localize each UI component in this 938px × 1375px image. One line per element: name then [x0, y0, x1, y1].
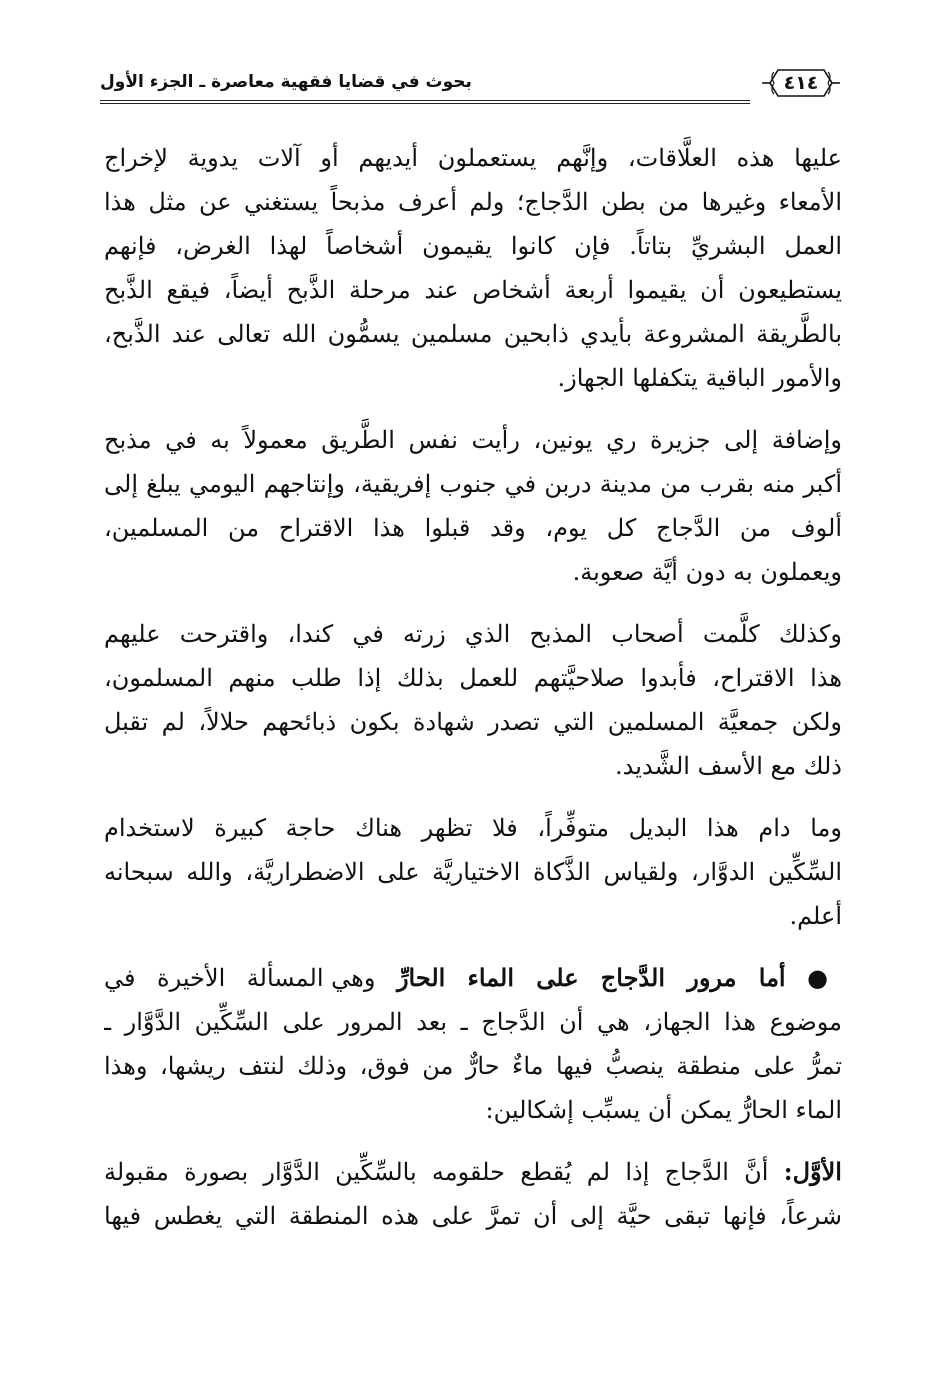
header-rule	[100, 100, 750, 104]
text-line: ولكن جمعيَّة المسلمين التي تصدر شهادة بكون ذبائحهم حلالاً، لم تقبل	[104, 708, 842, 736]
paragraph-5	[104, 956, 842, 1132]
text-line	[104, 956, 842, 1000]
text-line: الماء الحارُّ يمكن أن يسبِّب إشكالين:	[485, 1096, 842, 1124]
text-line: أعلم.	[789, 902, 842, 930]
text-line: يستطيعون أن يقيموا أربعة أشخاص عند مرحلة الذَّبح أيضاً، فيقع الذَّبح	[104, 276, 842, 304]
text-run: أنَّ الدَّجاج إذا لم يُقطع حلقومه بالسِّكِّين الدَّوَّار بصورة مقبولة	[104, 1158, 769, 1186]
running-title: بحوث في قضايا فقهية معاصرة ـ الجزء الأول	[100, 72, 472, 92]
text-line: شرعاً، فإنها تبقى حيَّة إلى أن تمرَّ على هذه المنطقة التي يغطس فيها	[104, 1202, 842, 1230]
text-line: السِّكِّين الدوَّار، ولقياس الذَّكاة الاختياريَّة على الاضطراريَّة، والله سبحانه	[104, 858, 842, 886]
bullet-icon: ●	[807, 963, 842, 992]
paragraph-1	[104, 136, 842, 400]
text-run: وهي المسألة الأخيرة في	[104, 964, 376, 992]
text-line: موضوع هذا الجهاز، هي أن الدَّجاج ـ بعد المرور على السِّكِّين الدَّوَّار ـ	[104, 1008, 842, 1036]
paragraph-6	[104, 1150, 842, 1238]
paragraph-3	[104, 612, 842, 788]
text-line: العمل البشريِّ بتاتاً. فإن كانوا يقيمون أشخاصاً لهذا الغرض، فإنهم	[104, 232, 842, 260]
text-line: عليها هذه العلَّاقات، وإنَّهم يستعملون أيديهم أو آلات يدوية لإخراج	[104, 144, 842, 172]
text-line: وإضافة إلى جزيرة ري يونين، رأيت نفس الطَّريق معمولاً به في مذبح	[104, 426, 842, 454]
text-line: تمرُّ على منطقة ينصبُّ فيها ماءٌ حارٌّ من فوق، وذلك لنتف ريشها، وهذا	[104, 1052, 842, 1080]
text-line: الأمعاء وغيرها من بطن الدَّجاج؛ ولم أعرف مذبحاً يستغني عن مثل هذا	[104, 188, 842, 216]
bold-heading: أما مرور الدَّجاج على الماء الحارِّ	[396, 963, 786, 992]
body-text	[104, 136, 842, 1256]
bold-heading: الأوَّل:	[783, 1157, 842, 1186]
page-number-badge	[760, 66, 842, 100]
text-line: ذلك مع الأسف الشَّديد.	[615, 752, 842, 780]
text-line: ألوف من الدَّجاج كل يوم، وقد قبلوا هذا الاقتراح من المسلمين،	[104, 514, 842, 542]
text-line: أكبر منه بقرب من مدينة دربن في جنوب إفريقية، وإنتاجهم اليومي يبلغ إلى	[104, 470, 842, 498]
paragraph-4	[104, 806, 842, 938]
text-line: هذا الاقتراح، فأبدوا صلاحيَّتهم للعمل بذلك إذا طلب منهم المسلمون،	[104, 664, 842, 692]
text-line: وما دام هذا البديل متوفِّراً، فلا تظهر هناك حاجة كبيرة لاستخدام	[104, 814, 842, 842]
page-header	[100, 62, 842, 106]
text-line: ويعملون به دون أيَّة صعوبة.	[572, 558, 842, 586]
paragraph-2	[104, 418, 842, 594]
text-line: وكذلك كلَّمت أصحاب المذبح الذي زرته في كندا، واقترحت عليهم	[104, 620, 842, 648]
text-line: والأمور الباقية يتكفلها الجهاز.	[557, 364, 842, 392]
text-line: بالطَّريقة المشروعة بأيدي ذابحين مسلمين يسمُّون الله تعالى عند الذَّبح،	[104, 320, 842, 348]
page-number: ٤١٤	[783, 72, 819, 94]
text-line	[104, 1150, 842, 1194]
